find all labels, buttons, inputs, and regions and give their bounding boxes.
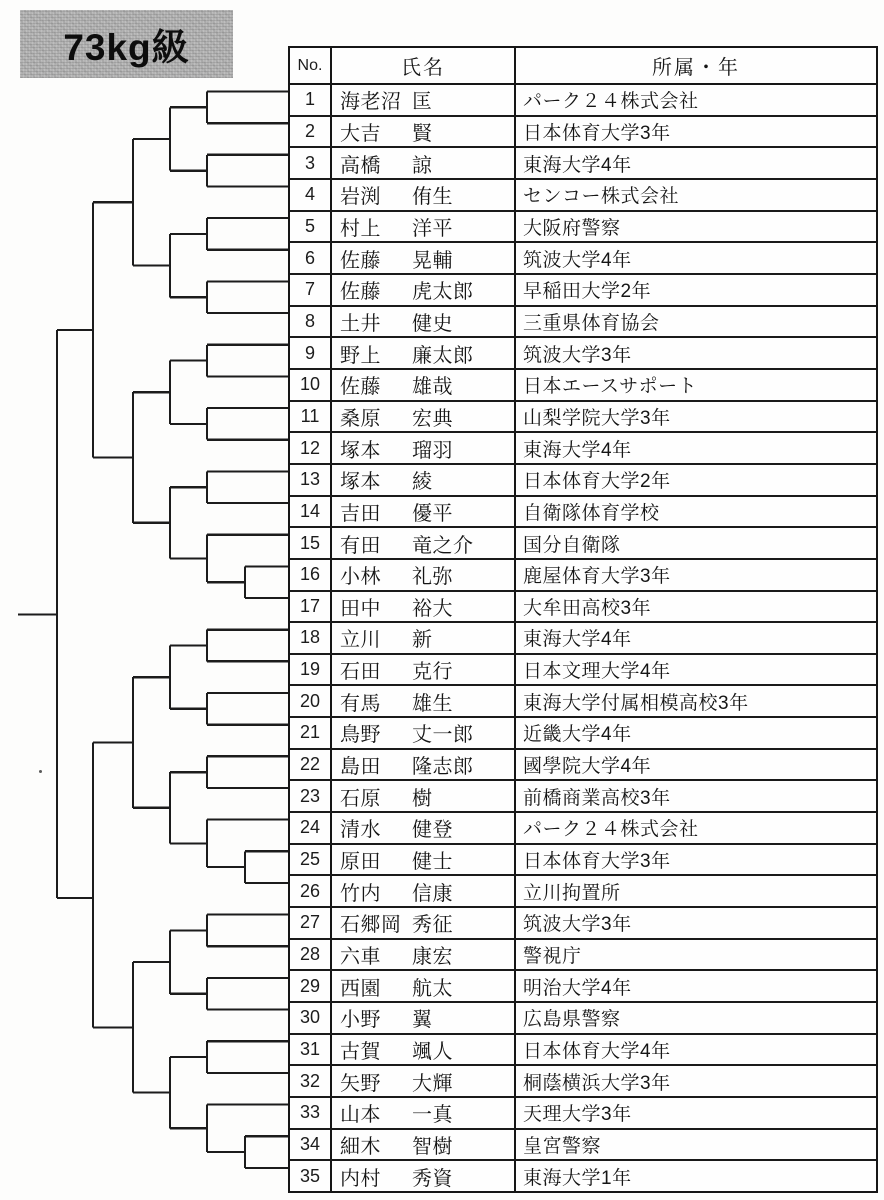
table-row bbox=[290, 241, 876, 273]
row-no: 22 bbox=[290, 750, 332, 780]
given-name: 優平 bbox=[412, 502, 453, 525]
row-name bbox=[332, 1161, 516, 1191]
given-name: 匡 bbox=[412, 91, 433, 114]
row-affiliation: 皇宮警察 bbox=[523, 1135, 602, 1157]
row-affiliation: 桐蔭横浜大学3年 bbox=[523, 1072, 671, 1094]
given-name: 克行 bbox=[412, 661, 453, 684]
row-affiliation: 前橋商業高校3年 bbox=[523, 787, 671, 809]
table-row bbox=[290, 874, 876, 906]
row-name bbox=[332, 1066, 516, 1096]
row-affiliation: 東海大学4年 bbox=[523, 154, 632, 176]
given-name: 晃輔 bbox=[412, 249, 453, 272]
family-name: 細木 bbox=[340, 1135, 381, 1158]
table-row bbox=[290, 368, 876, 400]
row-no: 8 bbox=[290, 307, 332, 337]
given-name: 礼弥 bbox=[412, 566, 453, 589]
row-no: 14 bbox=[290, 497, 332, 527]
row-affiliation: パーク２４株式会社 bbox=[523, 91, 699, 113]
row-name bbox=[332, 1035, 516, 1065]
table-row bbox=[290, 1001, 876, 1033]
given-name: 洋平 bbox=[412, 217, 453, 240]
given-name: 信康 bbox=[412, 882, 453, 905]
row-affiliation: 警視庁 bbox=[523, 946, 582, 968]
family-name: 岩渕 bbox=[340, 186, 381, 209]
row-name bbox=[332, 718, 516, 748]
row-no: 9 bbox=[290, 338, 332, 368]
table-row bbox=[290, 210, 876, 242]
table-row bbox=[290, 1033, 876, 1065]
table-row bbox=[290, 748, 876, 780]
given-name: 智樹 bbox=[412, 1135, 453, 1158]
row-name bbox=[332, 117, 516, 147]
given-name: 颯人 bbox=[412, 1041, 453, 1064]
row-name bbox=[332, 370, 516, 400]
row-name bbox=[332, 148, 516, 178]
given-name: 宏典 bbox=[412, 407, 453, 430]
given-name: 雄生 bbox=[412, 692, 453, 715]
row-affiliation: 日本体育大学3年 bbox=[523, 851, 671, 873]
row-name bbox=[332, 180, 516, 210]
row-no: 25 bbox=[290, 845, 332, 875]
family-name: 小野 bbox=[340, 1009, 381, 1032]
row-affiliation: 山梨学院大学3年 bbox=[523, 407, 671, 429]
family-name: 竹内 bbox=[340, 882, 381, 905]
family-name: 土井 bbox=[340, 312, 381, 335]
family-name: 石郷岡 bbox=[340, 914, 402, 937]
table-row bbox=[290, 305, 876, 337]
table-row bbox=[290, 1128, 876, 1160]
row-affiliation: 大牟田高校3年 bbox=[523, 597, 652, 619]
row-name bbox=[332, 845, 516, 875]
family-name: 島田 bbox=[340, 756, 381, 779]
row-no: 34 bbox=[290, 1130, 332, 1160]
given-name: 秀資 bbox=[412, 1167, 453, 1190]
row-affiliation: 日本エースサポート bbox=[523, 376, 698, 398]
family-name: 高橋 bbox=[340, 154, 381, 177]
table-row bbox=[290, 526, 876, 558]
given-name: 新 bbox=[412, 629, 433, 652]
family-name: 石原 bbox=[340, 787, 381, 810]
row-affiliation: 天理大学3年 bbox=[523, 1104, 632, 1126]
header-affiliation: 所属・年 bbox=[652, 57, 740, 79]
family-name: 佐藤 bbox=[340, 376, 381, 399]
row-name bbox=[332, 971, 516, 1001]
row-name bbox=[332, 497, 516, 527]
row-name bbox=[332, 85, 516, 115]
given-name: 航太 bbox=[412, 977, 453, 1000]
row-name bbox=[332, 243, 516, 273]
given-name: 廉太郎 bbox=[412, 344, 474, 367]
row-no: 29 bbox=[290, 971, 332, 1001]
row-affiliation: 東海大学1年 bbox=[523, 1167, 632, 1189]
row-affiliation: センコー株式会社 bbox=[523, 186, 680, 208]
row-no: 28 bbox=[290, 940, 332, 970]
row-no: 1 bbox=[290, 85, 332, 115]
family-name: 塚本 bbox=[340, 471, 381, 494]
table-header bbox=[290, 48, 876, 85]
row-affiliation: 東海大学付属相模高校3年 bbox=[523, 692, 749, 714]
row-no: 26 bbox=[290, 876, 332, 906]
row-no: 3 bbox=[290, 148, 332, 178]
row-name bbox=[332, 338, 516, 368]
row-affiliation: 広島県警察 bbox=[523, 1009, 621, 1031]
row-affiliation: 筑波大学3年 bbox=[523, 344, 632, 366]
row-name bbox=[332, 781, 516, 811]
table-row bbox=[290, 431, 876, 463]
family-name: 佐藤 bbox=[340, 281, 381, 304]
table-row bbox=[290, 811, 876, 843]
entry-table bbox=[288, 46, 878, 1193]
table-row bbox=[290, 653, 876, 685]
table-row bbox=[290, 400, 876, 432]
row-no: 33 bbox=[290, 1098, 332, 1128]
row-no: 32 bbox=[290, 1066, 332, 1096]
row-name bbox=[332, 275, 516, 305]
family-name: 田中 bbox=[340, 597, 381, 620]
family-name: 清水 bbox=[340, 819, 381, 842]
given-name: 瑠羽 bbox=[412, 439, 453, 462]
scan-speck bbox=[39, 770, 42, 773]
row-name bbox=[332, 433, 516, 463]
family-name: 野上 bbox=[340, 344, 381, 367]
family-name: 山本 bbox=[340, 1104, 381, 1127]
given-name: 健登 bbox=[412, 819, 453, 842]
header-name: 氏名 bbox=[332, 48, 516, 83]
row-no: 11 bbox=[290, 402, 332, 432]
row-affiliation: 日本体育大学2年 bbox=[523, 471, 671, 493]
row-name bbox=[332, 592, 516, 622]
row-affiliation: 東海大学4年 bbox=[523, 629, 632, 651]
row-name bbox=[332, 940, 516, 970]
given-name: 康宏 bbox=[412, 946, 453, 969]
row-affiliation: 国分自衛隊 bbox=[523, 534, 621, 556]
given-name: 丈一郎 bbox=[412, 724, 474, 747]
row-name bbox=[332, 686, 516, 716]
row-no: 18 bbox=[290, 623, 332, 653]
given-name: 一真 bbox=[412, 1104, 453, 1127]
row-no: 15 bbox=[290, 528, 332, 558]
table-row bbox=[290, 621, 876, 653]
given-name: 樹 bbox=[412, 787, 433, 810]
row-name bbox=[332, 560, 516, 590]
family-name: 石田 bbox=[340, 661, 381, 684]
row-name bbox=[332, 528, 516, 558]
row-no: 31 bbox=[290, 1035, 332, 1065]
table-row bbox=[290, 115, 876, 147]
family-name: 小林 bbox=[340, 566, 381, 589]
row-name bbox=[332, 655, 516, 685]
family-name: 古賀 bbox=[340, 1041, 381, 1064]
family-name: 大吉 bbox=[340, 122, 381, 145]
given-name: 隆志郎 bbox=[412, 756, 474, 779]
row-affiliation: 自衛隊体育学校 bbox=[523, 502, 660, 524]
given-name: 綾 bbox=[412, 471, 433, 494]
table-row bbox=[290, 969, 876, 1001]
row-name bbox=[332, 402, 516, 432]
table-row bbox=[290, 906, 876, 938]
row-affiliation: 鹿屋体育大学3年 bbox=[523, 566, 671, 588]
row-name bbox=[332, 1130, 516, 1160]
weight-class-label: 73kg級 bbox=[63, 27, 190, 68]
row-affiliation: 日本体育大学4年 bbox=[523, 1041, 671, 1063]
row-name bbox=[332, 813, 516, 843]
table-row bbox=[290, 558, 876, 590]
family-name: 鳥野 bbox=[340, 724, 381, 747]
family-name: 佐藤 bbox=[340, 249, 381, 272]
row-affiliation: 日本文理大学4年 bbox=[523, 661, 671, 683]
given-name: 健史 bbox=[412, 312, 453, 335]
row-affiliation: 日本体育大学3年 bbox=[523, 122, 671, 144]
row-no: 12 bbox=[290, 433, 332, 463]
row-no: 27 bbox=[290, 908, 332, 938]
row-no: 2 bbox=[290, 117, 332, 147]
family-name: 六車 bbox=[340, 946, 381, 969]
row-affiliation: 國學院大学4年 bbox=[523, 756, 652, 778]
table-row bbox=[290, 273, 876, 305]
row-no: 13 bbox=[290, 465, 332, 495]
family-name: 村上 bbox=[340, 217, 381, 240]
table-row bbox=[290, 146, 876, 178]
row-name bbox=[332, 1003, 516, 1033]
table-row bbox=[290, 463, 876, 495]
row-no: 21 bbox=[290, 718, 332, 748]
given-name: 大輝 bbox=[412, 1072, 453, 1095]
row-no: 5 bbox=[290, 212, 332, 242]
row-affiliation: 大阪府警察 bbox=[523, 217, 621, 239]
row-affiliation: 東海大学4年 bbox=[523, 439, 632, 461]
table-row bbox=[290, 843, 876, 875]
row-name bbox=[332, 750, 516, 780]
table-row bbox=[290, 336, 876, 368]
row-no: 23 bbox=[290, 781, 332, 811]
given-name: 健士 bbox=[412, 851, 453, 874]
row-name bbox=[332, 1098, 516, 1128]
row-affiliation: 近畿大学4年 bbox=[523, 724, 632, 746]
family-name: 有田 bbox=[340, 534, 381, 557]
row-no: 4 bbox=[290, 180, 332, 210]
family-name: 桑原 bbox=[340, 407, 381, 430]
given-name: 竜之介 bbox=[412, 534, 474, 557]
row-no: 7 bbox=[290, 275, 332, 305]
row-no: 17 bbox=[290, 592, 332, 622]
given-name: 諒 bbox=[412, 154, 433, 177]
row-name bbox=[332, 623, 516, 653]
table-row bbox=[290, 1096, 876, 1128]
row-no: 19 bbox=[290, 655, 332, 685]
row-no: 16 bbox=[290, 560, 332, 590]
table-row bbox=[290, 1064, 876, 1096]
table-row bbox=[290, 716, 876, 748]
row-affiliation: 筑波大学3年 bbox=[523, 914, 632, 936]
given-name: 賢 bbox=[412, 122, 433, 145]
table-row bbox=[290, 178, 876, 210]
row-affiliation: パーク２４株式会社 bbox=[523, 819, 699, 841]
given-name: 裕大 bbox=[412, 597, 453, 620]
weight-class-title bbox=[20, 10, 233, 78]
table-row bbox=[290, 495, 876, 527]
family-name: 吉田 bbox=[340, 502, 381, 525]
family-name: 原田 bbox=[340, 851, 381, 874]
row-no: 24 bbox=[290, 813, 332, 843]
table-row bbox=[290, 938, 876, 970]
row-name bbox=[332, 908, 516, 938]
table-row bbox=[290, 590, 876, 622]
table-row bbox=[290, 1159, 876, 1191]
row-name bbox=[332, 876, 516, 906]
row-no: 6 bbox=[290, 243, 332, 273]
table-row bbox=[290, 684, 876, 716]
family-name: 立川 bbox=[340, 629, 381, 652]
row-affiliation: 三重県体育協会 bbox=[523, 312, 660, 334]
row-name bbox=[332, 465, 516, 495]
table-rows bbox=[290, 85, 876, 1191]
row-no: 35 bbox=[290, 1161, 332, 1191]
given-name: 虎太郎 bbox=[412, 281, 474, 304]
row-no: 20 bbox=[290, 686, 332, 716]
table-row bbox=[290, 779, 876, 811]
row-name bbox=[332, 307, 516, 337]
row-affiliation: 早稲田大学2年 bbox=[523, 281, 652, 303]
family-name: 海老沼 bbox=[340, 91, 402, 114]
header-no: No. bbox=[290, 48, 332, 83]
family-name: 西園 bbox=[340, 977, 381, 1000]
row-affiliation: 筑波大学4年 bbox=[523, 249, 632, 271]
row-affiliation: 立川拘置所 bbox=[523, 882, 621, 904]
given-name: 翼 bbox=[412, 1009, 433, 1032]
row-no: 30 bbox=[290, 1003, 332, 1033]
family-name: 矢野 bbox=[340, 1072, 381, 1095]
family-name: 内村 bbox=[340, 1167, 381, 1190]
given-name: 秀征 bbox=[412, 914, 453, 937]
family-name: 塚本 bbox=[340, 439, 381, 462]
family-name: 有馬 bbox=[340, 692, 381, 715]
given-name: 侑生 bbox=[412, 186, 453, 209]
row-affiliation: 明治大学4年 bbox=[523, 977, 632, 999]
row-no: 10 bbox=[290, 370, 332, 400]
row-name bbox=[332, 212, 516, 242]
given-name: 雄哉 bbox=[412, 376, 453, 399]
table-row bbox=[290, 85, 876, 115]
